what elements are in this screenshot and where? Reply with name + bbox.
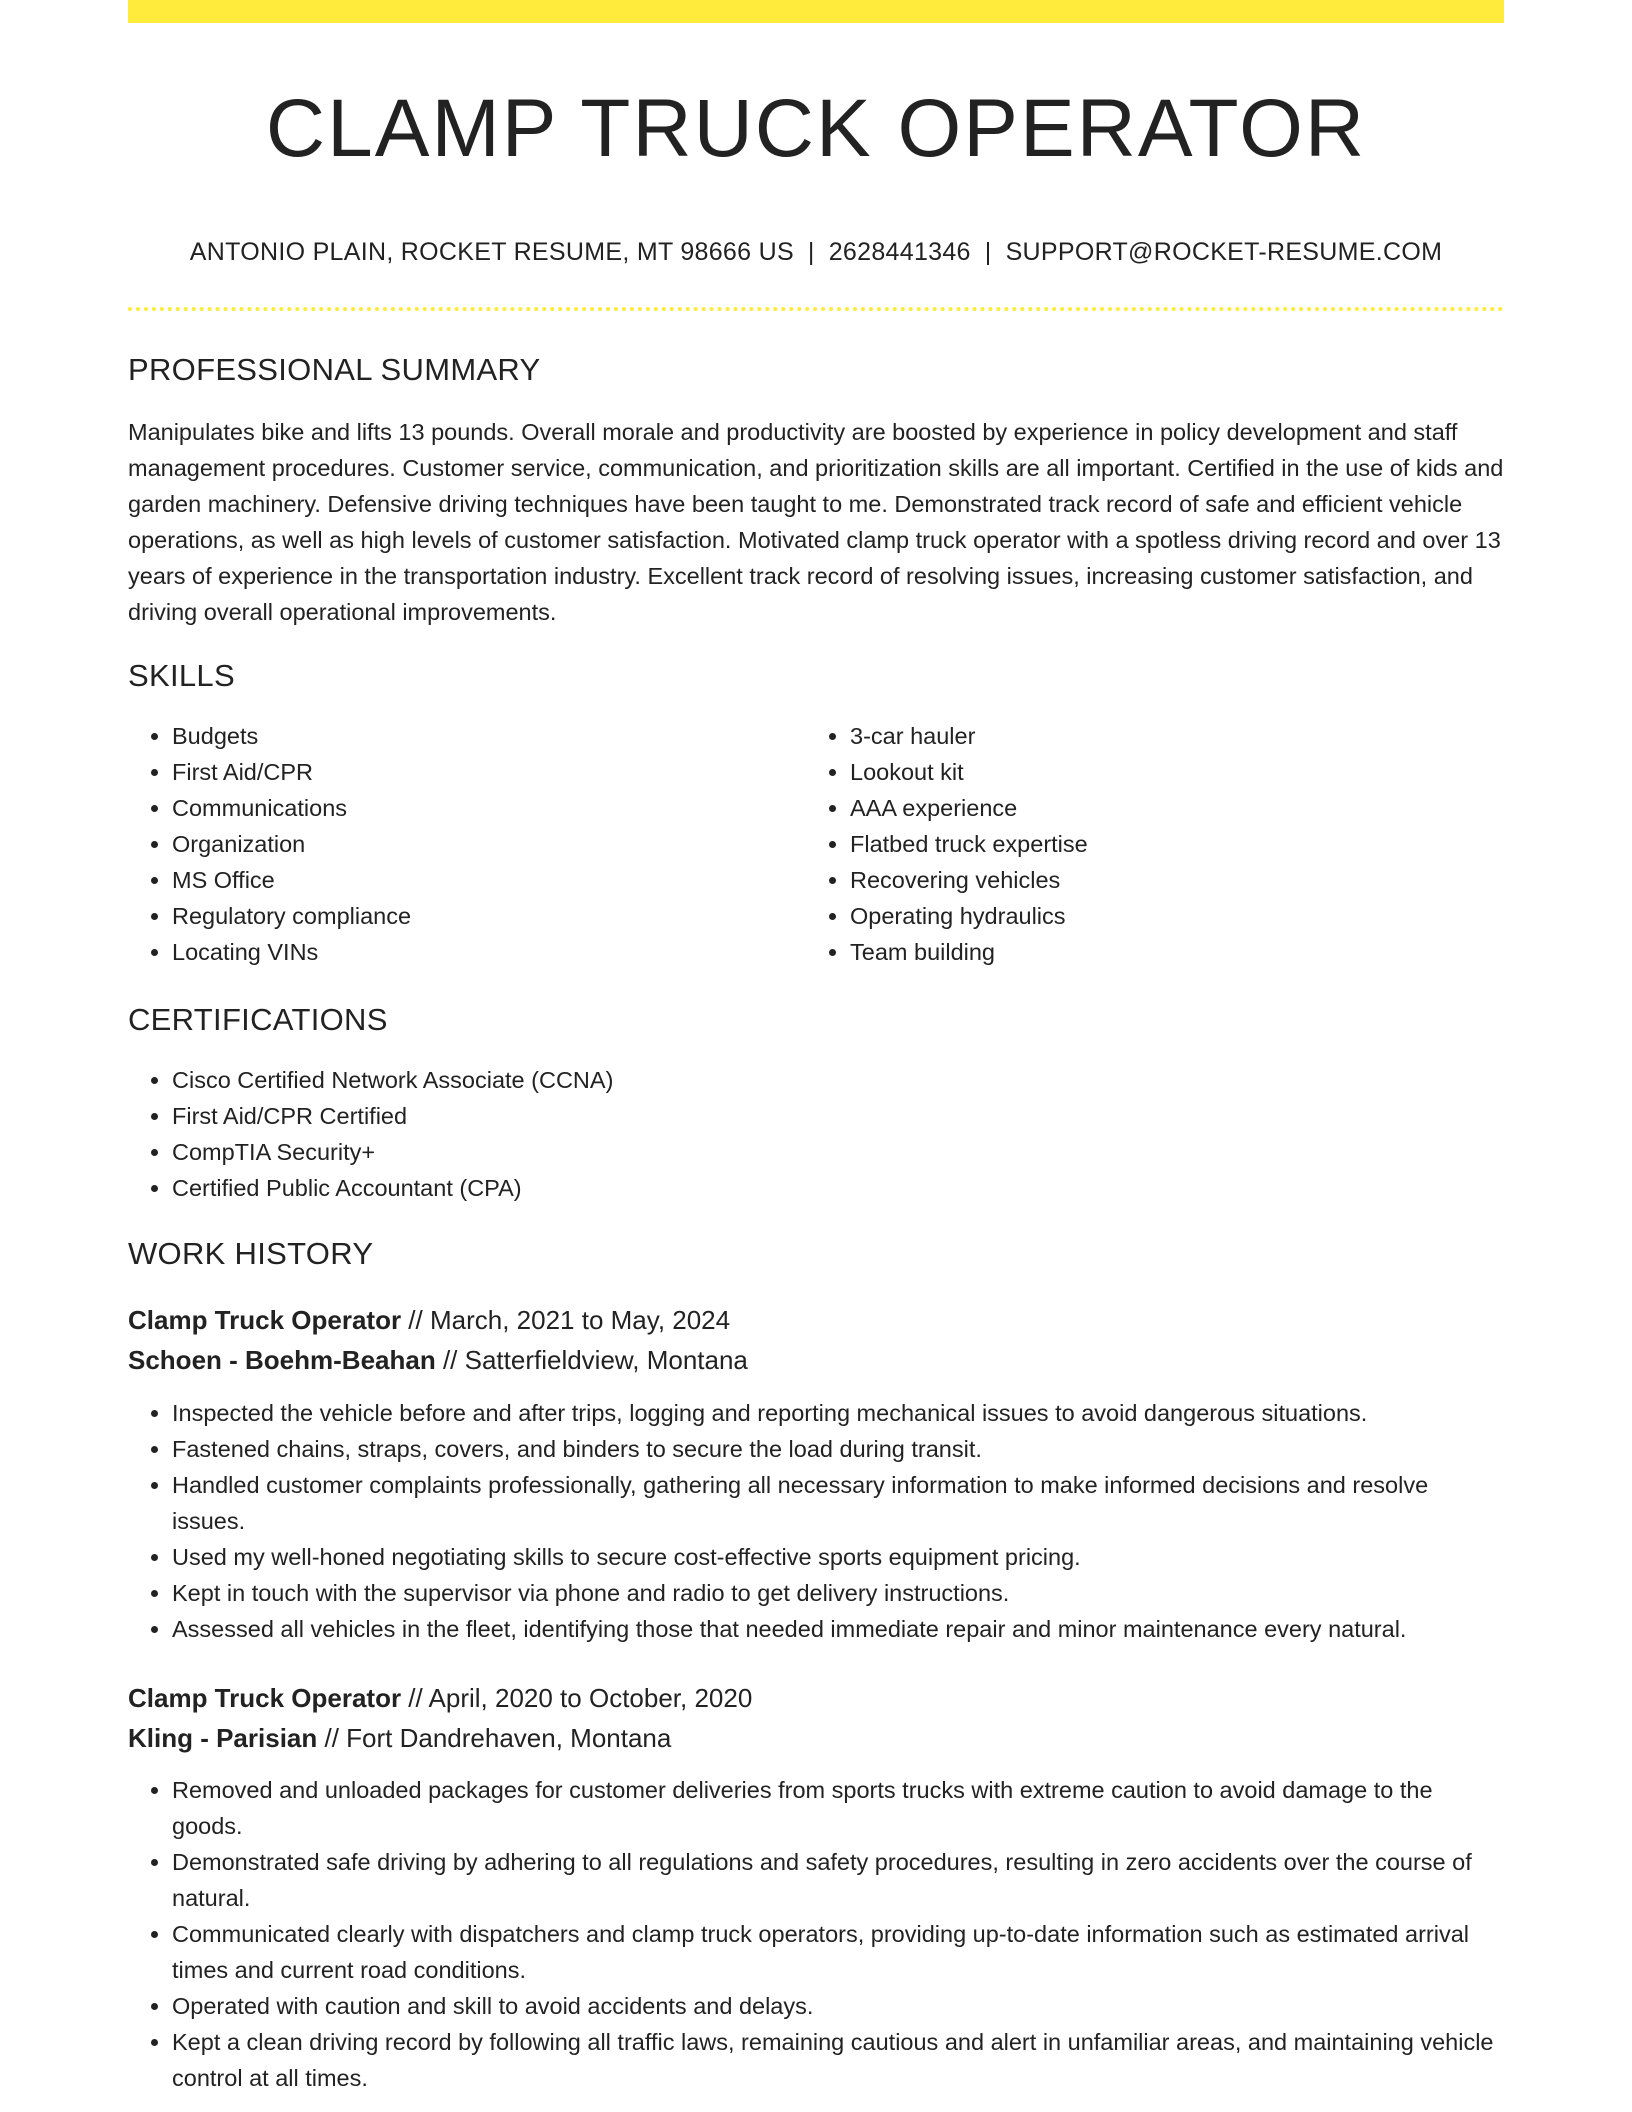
job-bullet-list — [128, 1395, 1504, 1647]
job-bullet: • Assessed all vehicles in the fleet, identifying those that needed immediate repair and minor maintenance every natural. — [172, 1611, 1504, 1647]
job-dates: // March, 2021 to May, 2024 — [401, 1305, 731, 1335]
job-title: Clamp Truck Operator — [128, 1305, 402, 1335]
job-bullet: • Operated with caution and skill to avoid accidents and delays. — [172, 1988, 1504, 2024]
skill-item: • Operating hydraulics — [850, 898, 1446, 934]
job-bullet: • Fastened chains, straps, covers, and binders to secure the load during transit. — [172, 1431, 1504, 1467]
skill-item: • Regulatory compliance — [172, 898, 768, 934]
job-company-line — [128, 1340, 748, 1380]
certifications-block — [128, 1062, 1504, 1206]
skill-item: • Flatbed truck expertise — [850, 826, 1446, 862]
skill-item: • Organization — [172, 826, 768, 862]
skill-item: • Team building — [850, 934, 1446, 970]
job-bullet: • Handled customer complaints professionally, gathering all necessary information to make informed decisions and resolve issues. — [172, 1467, 1504, 1539]
contact-address: ANTONIO PLAIN, ROCKET RESUME, MT 98666 US — [189, 238, 794, 266]
contact-separator: | — [807, 238, 815, 266]
skill-item: • 3-car hauler — [850, 718, 1446, 754]
job-bullet: • Kept in touch with the supervisor via phone and radio to get delivery instructions. — [172, 1575, 1504, 1611]
job-title-line — [128, 1300, 730, 1340]
job-bullet: • Kept a clean driving record by following all traffic laws, remaining cautious and alert in unfamiliar areas, and maintaining vehicle control at all times. — [172, 2024, 1504, 2096]
job-bullet-list — [128, 1772, 1504, 2096]
skill-item: • First Aid/CPR — [172, 754, 768, 790]
dotted-divider — [128, 307, 1504, 311]
certification-item: • Cisco Certified Network Associate (CCNA) — [172, 1062, 1504, 1098]
top-accent-bar — [128, 0, 1504, 23]
job-company: Schoen - Boehm-Beahan — [128, 1345, 436, 1375]
job-title-line — [128, 1678, 752, 1718]
skill-item: • Locating VINs — [172, 934, 768, 970]
contact-phone: 2628441346 — [828, 238, 971, 266]
job-bullet: • Inspected the vehicle before and after trips, logging and reporting mechanical issues to avoid dangerous situations. — [172, 1395, 1504, 1431]
skill-item: • Communications — [172, 790, 768, 826]
summary-text: Manipulates bike and lifts 13 pounds. Overall morale and productivity are boosted by experience in policy development and staff management procedures. Customer service, communication, and prioritization skills are all important. Certified in the use of kids and garden machinery. Defensive driving techniques have been taught to me. Demonstrated track record of safe and efficient vehicle operations, as well as high levels of customer satisfaction. Motivated clamp truck operator with a spotless driving record and over 13 years of experience in the transportation industry. Excellent track record of resolving issues, increasing customer satisfaction, and driving overall operational improvements. — [128, 419, 1504, 625]
summary-heading: PROFESSIONAL SUMMARY — [128, 352, 541, 387]
job-company-line — [128, 1718, 671, 1758]
job-company: Kling - Parisian — [128, 1723, 318, 1753]
job-dates: // April, 2020 to October, 2020 — [401, 1683, 753, 1713]
skill-item: • MS Office — [172, 862, 768, 898]
job-bullet: • Demonstrated safe driving by adhering to all regulations and safety procedures, resulting in zero accidents over the course of natural. — [172, 1844, 1504, 1916]
certifications-list — [128, 1062, 1504, 1206]
job-bullet: • Communicated clearly with dispatchers and clamp truck operators, providing up-to-date information such as estimated arrival times and current road conditions. — [172, 1916, 1504, 1988]
skills-left-list — [128, 718, 768, 970]
certification-item: • First Aid/CPR Certified — [172, 1098, 1504, 1134]
job-bullets — [128, 1395, 1504, 1647]
skill-item: • Lookout kit — [850, 754, 1446, 790]
job-bullet: • Used my well-honed negotiating skills to secure cost-effective sports equipment pricing. — [172, 1539, 1504, 1575]
skill-item: • Budgets — [172, 718, 768, 754]
skill-item: • AAA experience — [850, 790, 1446, 826]
skills-heading: SKILLS — [128, 658, 235, 693]
contact-line — [128, 238, 1504, 267]
work-history-heading: WORK HISTORY — [128, 1236, 374, 1271]
contact-email: SUPPORT@ROCKET-RESUME.COM — [1005, 238, 1443, 266]
skills-left-column — [128, 718, 768, 970]
job-location: // Satterfieldview, Montana — [435, 1345, 748, 1375]
job-title: Clamp Truck Operator — [128, 1683, 402, 1713]
skills-right-column — [806, 718, 1446, 970]
certification-item: • CompTIA Security+ — [172, 1134, 1504, 1170]
job-bullet: • Removed and unloaded packages for customer deliveries from sports trucks with extreme caution to avoid damage to the goods. — [172, 1772, 1504, 1844]
skills-right-list — [806, 718, 1446, 970]
certification-item: • Certified Public Accountant (CPA) — [172, 1170, 1504, 1206]
skill-item: • Recovering vehicles — [850, 862, 1446, 898]
job-bullets — [128, 1772, 1504, 2096]
contact-separator: | — [984, 238, 992, 266]
certifications-heading: CERTIFICATIONS — [128, 1002, 388, 1037]
resume-title: CLAMP TRUCK OPERATOR — [265, 83, 1367, 174]
job-location: // Fort Dandrehaven, Montana — [317, 1723, 672, 1753]
